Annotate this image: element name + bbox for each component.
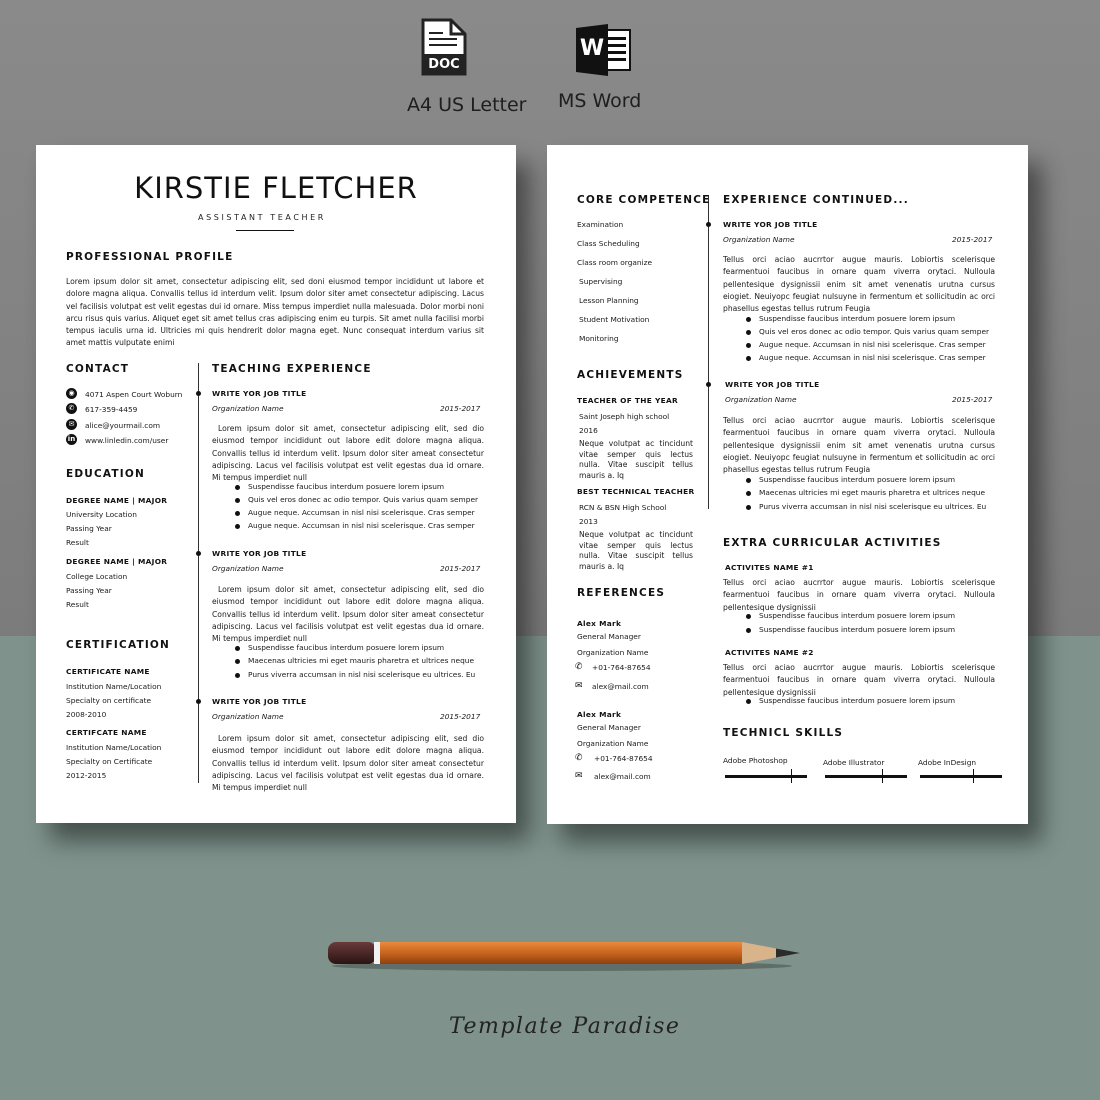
reference-phone: +01-764-87654 [594,754,653,763]
core-item: Examination [577,220,624,229]
reference-role: General Manager [577,632,641,641]
activity-title: ACTIVITES NAME #2 [725,648,814,657]
email-icon: ✉ [575,771,583,781]
experience-continued-heading: EXPERIENCE CONTINUED... [723,194,909,206]
job-bullet: Quis vel eros donec ac odio tempor. Quis varius quam semper [248,495,479,504]
location-icon: ◉ [66,388,77,399]
timeline-dot [196,699,201,704]
job-title: WRITE YOR JOB TITLE [725,380,820,389]
education-result: Result [66,600,89,609]
timeline-line [708,195,709,509]
brand-signature: Template Paradise [449,1014,681,1039]
skill-level-marker [973,769,974,783]
email-icon: ✉ [575,681,583,691]
word-icon-text: W [579,36,605,61]
job-org: Organization Name [212,564,284,573]
linkedin-icon: in [67,435,76,443]
skill-name: Adobe InDesign [918,758,977,767]
job-dates: 2015-2017 [952,395,993,404]
timeline-dot [706,222,711,227]
timeline-dot [706,382,711,387]
reference-role: General Manager [577,723,641,732]
doc-icon-text: DOC [428,57,460,72]
certificate-years: 2012-2015 [66,771,107,780]
job-description: Lorem ipsum dolor sit amet, consectetur adipiscing elit, sed dio eiusmod tempor incididunt out labore edit dolore magna aliqua. Convallis tellus id interdum velit. Ipsum dolor siter ameat consectetur adipiscing. Lacus vel facilisis volutpat est velit egestas dua id ornare. Mi tempus imperdiet null [212,585,484,644]
education-year: Passing Year [66,586,112,595]
core-item: Supervising [579,277,623,286]
skill-name: Adobe Photoshop [723,756,788,765]
contact-linkedin: www.linledin.com/user [85,436,169,445]
job-bullet: Augue neque. Accumsan in nisl nisi scelerisque. Cras semper [759,353,986,362]
education-heading: EDUCATION [66,468,146,480]
format-label-a4: A4 US Letter [407,94,527,116]
education-result: Result [66,538,89,547]
job-dates: 2015-2017 [952,235,993,244]
certification-heading: CERTIFICATION [66,639,171,651]
achievement-text: Neque volutpat ac tincidunt vitae semper quis lectus nulla. Vitae suscipit tellus mauris a. Iq [579,439,693,480]
certificate-name: CERTIFCATE NAME [66,728,147,737]
certificate-specialty: Specialty on Certificate [66,757,153,766]
reference-org: Organization Name [577,739,649,748]
ms-word-icon [576,24,632,76]
certificate-institution: Institution Name/Location [66,682,162,691]
job-dates: 2015-2017 [440,712,481,721]
core-item: Monitoring [579,334,619,343]
core-item: Student Motivation [579,315,650,324]
job-description: Tellus orci aciao aucrrtor augue mauris. Lobiortis scelerisque fearmentuoi faucibus in ornare quam viverra orytaci. Nulloula pellentesique dysignissii enim sit amet venenatis urutna cursus eiogiet. Neuiyopc feugiat nulsuyne in fermentum et sollicitudin ac orci phasellus egestas tellus rutrum Feugia [723,255,995,314]
job-description: Tellus orci aciao aucrrtor augue mauris. Lobiortis scelerisque fearmentuoi faucibus in ornare quam viverra orytaci. Nulloula pellentesique dysignissii enim sit amet venenatis urutna cursus eiogiet. Neuiyopc feugiat nulsuyne in fermentum et sollicitudin ac orci phasellus egestas tellus rutrum Feugia [723,416,995,475]
job-bullet: Suspendisse faucibus interdum posuere lorem ipsum [759,314,956,323]
job-bullet: Suspendisse faucibus interdum posuere lorem ipsum [759,475,956,484]
certificate-name: CERTIFICATE NAME [66,667,150,676]
contact-address: 4071 Aspen Court Woburn [85,390,183,399]
achievements-heading: ACHIEVEMENTS [577,369,684,381]
timeline-line [198,363,199,783]
phone-icon: ✆ [575,662,583,672]
achievement-place: RCN & BSN High School [579,503,667,512]
job-title: WRITE YOR JOB TITLE [212,549,307,558]
achievement-year: 2013 [579,517,598,526]
skill-level-marker [882,769,883,783]
skill-name: Adobe Illustrator [823,758,885,767]
activity-text: Tellus orci aciao aucrrtor augue mauris. Lobiortis scelerisque fearmentuoi faucibus in ornare quam viverra orytaci. Nulloula pellentesique dysignissii [723,578,995,612]
phone-icon: ✆ [66,403,77,414]
contact-email: alice@yourmail.com [85,421,161,430]
extra-heading: EXTRA CURRICULAR ACTIVITIES [723,537,942,549]
reference-org: Organization Name [577,648,649,657]
certificate-years: 2008-2010 [66,710,107,719]
activity-title: ACTIVITES NAME #1 [725,563,814,572]
job-org: Organization Name [212,404,284,413]
job-bullet: Quis vel eros donec ac odio tempor. Quis varius quam semper [759,327,990,336]
resume-title: ASSISTANT TEACHER [198,213,326,222]
doc-file-icon [421,18,467,76]
reference-name: Alex Mark [577,619,622,628]
job-bullet: Augue neque. Accumsan in nisl nisi scelerisque. Cras semper [759,340,986,349]
pencil-image [322,930,807,974]
achievement-year: 2016 [579,426,598,435]
format-label-word: MS Word [558,90,642,112]
activity-bullet: Suspendisse faucibus interdum posuere lorem ipsum [759,625,956,634]
timeline-dot [196,551,201,556]
reference-phone: +01-764-87654 [592,663,651,672]
core-heading: CORE COMPETENCE [577,194,711,206]
job-dates: 2015-2017 [440,404,481,413]
job-bullet: Maecenas ultricies mi eget mauris pharetra et ultrices neque [248,656,475,665]
core-item: Class Scheduling [577,239,640,248]
job-bullet: Augue neque. Accumsan in nisl nisi scelerisque. Cras semper [248,521,475,530]
job-dates: 2015-2017 [440,564,481,573]
teaching-heading: TEACHING EXPERIENCE [212,363,372,375]
certificate-institution: Institution Name/Location [66,743,162,752]
job-description: Lorem ipsum dolor sit amet, consectetur adipiscing elit, sed dio eiusmod tempor incididunt out labore edit dolore magna aliqua. Convallis tellus id interdum velit. Ipsum dolor siter ameat consectetur adipiscing. Lacus vel facilisis volutpat est velit egestas dua id ornare. Mi tempus imperdiet null [212,424,484,483]
job-bullet: Purus viverra accumsan in nisl nisi scelerisque eu ultrices. Eu [248,670,476,679]
phone-icon: ✆ [575,753,583,763]
profile-text: Lorem ipsum dolor sit amet, consectetur adipiscing elit, sed doni eiusmod tempor incididunt ut labore et dolore magna aliqua. Convallis tellus id interdum velit. Ipsum dolor siter amet consectetur adipiscing. Lacus vel facilisis volutpat est velit egestas dui id ornare. Miss tempus imperdiet nulla malesuada. Dolor morbi noni arcu risus quis varius. Aliquet eget sit amet tellus cras adipiscing enim eu turpis. Sit amet nulla facilisi morbi tempus iaculis urna id. Ultricies mi quis hendrerit dolor magna eget. Nunc consequat interdum varius sit amet mattis vulputate enimi [66,277,484,348]
job-bullet: Purus viverra accumsan in nisl nisi scelerisque eu ultrices. Eu [759,502,987,511]
email-icon: ✉ [66,419,77,430]
activity-bullet: Suspendisse faucibus interdum posuere lorem ipsum [759,696,956,705]
profile-heading: PROFESSIONAL PROFILE [66,251,234,263]
skill-bar [825,775,907,778]
education-degree: DEGREE NAME | MAJOR [66,496,168,505]
resume-page-1 [36,145,516,823]
reference-email: alex@mail.com [592,682,649,691]
job-title: WRITE YOR JOB TITLE [723,220,818,229]
achievement-place: Saint Joseph high school [579,412,670,421]
job-org: Organization Name [725,395,797,404]
achievement-title: BEST TECHNICAL TEACHER [577,487,695,496]
skill-bar [725,775,807,778]
reference-name: Alex Mark [577,710,622,719]
title-underline [236,230,294,231]
references-heading: REFERENCES [577,587,666,599]
skill-level-marker [791,769,792,783]
job-org: Organization Name [723,235,795,244]
achievement-title: TEACHER OF THE YEAR [577,396,678,405]
resume-page-2 [547,145,1028,824]
job-title: WRITE YOR JOB TITLE [212,389,307,398]
skills-heading: TECHNICL SKILLS [723,727,844,739]
job-bullet: Suspendisse faucibus interdum posuere lorem ipsum [248,482,445,491]
timeline-dot [196,391,201,396]
job-description: Lorem ipsum dolor sit amet, consectetur adipiscing elit, sed dio eiusmod tempor incididunt out labore edit dolore magna aliqua. Convallis tellus id interdum velit. Ipsum dolor siter ameat consectetur adipiscing. Lacus vel facilisis volutpat est velit egestas dua id ornare. Mi tempus imperdiet null [212,734,484,793]
education-location: University Location [66,510,137,519]
contact-phone: 617-359-4459 [85,405,138,414]
skill-bar [920,775,1002,778]
job-org: Organization Name [212,712,284,721]
education-degree: DEGREE NAME | MAJOR [66,557,168,566]
activity-text: Tellus orci aciao aucrrtor augue mauris. Lobiortis scelerisque fearmentuoi faucibus in ornare quam viverra orytaci. Nulloula pellentesique dysignissii [723,663,995,697]
core-item: Lesson Planning [579,296,639,305]
core-item: Class room organize [577,258,653,267]
achievement-text: Neque volutpat ac tincidunt vitae semper quis lectus nulla. Vitae suscipit tellus mauris a. Iq [579,530,693,571]
job-bullet: Maecenas ultricies mi eget mauris pharetra et ultrices neque [759,488,986,497]
education-year: Passing Year [66,524,112,533]
certificate-specialty: Specialty on certificate [66,696,152,705]
activity-bullet: Suspendisse faucibus interdum posuere lorem ipsum [759,611,956,620]
resume-name: KIRSTIE FLETCHER [134,171,418,205]
job-bullet: Suspendisse faucibus interdum posuere lorem ipsum [248,643,445,652]
education-location: College Location [66,572,128,581]
job-bullet: Augue neque. Accumsan in nisl nisi scelerisque. Cras semper [248,508,475,517]
job-title: WRITE YOR JOB TITLE [212,697,307,706]
contact-heading: CONTACT [66,363,130,375]
reference-email: alex@mail.com [594,772,651,781]
